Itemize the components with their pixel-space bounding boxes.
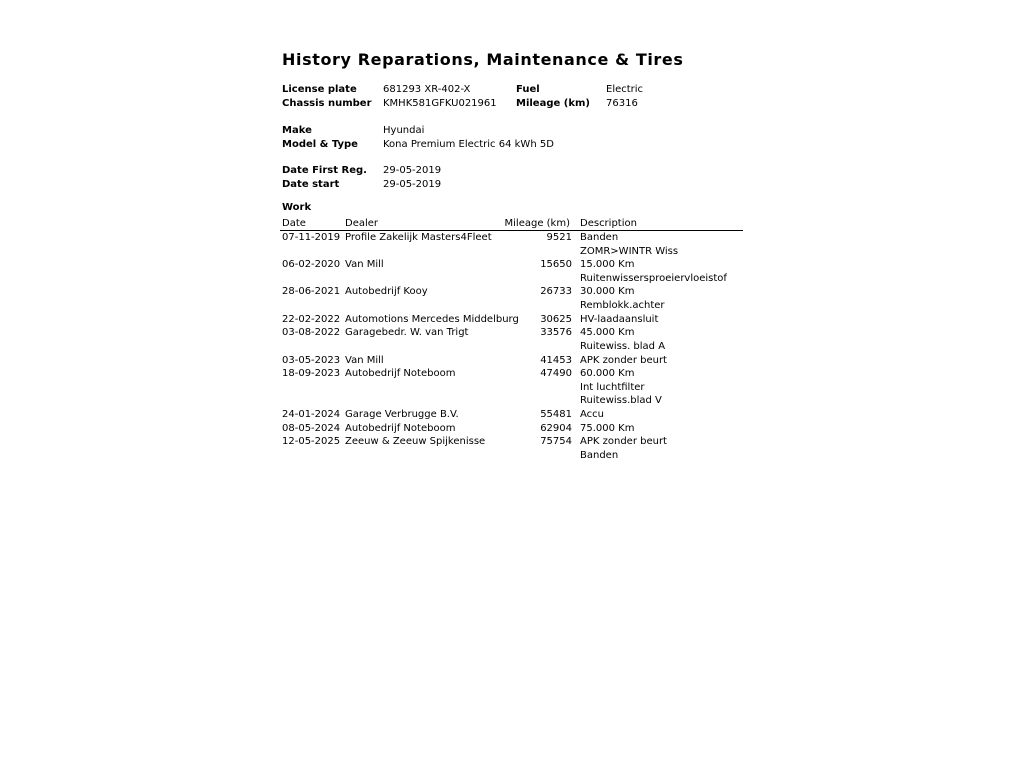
model-type-value: Kona Premium Electric 64 kWh 5D bbox=[383, 139, 554, 150]
column-header-dealer: Dealer bbox=[345, 218, 379, 229]
row-date: 24-01-2024 bbox=[282, 409, 341, 420]
row-mileage: 47490 bbox=[540, 368, 572, 379]
description-line: 30.000 Km bbox=[580, 286, 635, 297]
first-reg-label: Date First Reg. bbox=[282, 165, 367, 176]
description-line: 15.000 Km bbox=[580, 259, 635, 270]
row-date: 18-09-2023 bbox=[282, 368, 341, 379]
row-mileage: 9521 bbox=[546, 232, 572, 243]
row-dealer: Automotions Mercedes Middelburg bbox=[345, 314, 519, 325]
work-section-title: Work bbox=[282, 202, 312, 213]
mileage-label: Mileage (km) bbox=[516, 98, 590, 109]
work-table-header bbox=[280, 217, 743, 231]
fuel-label: Fuel bbox=[516, 84, 540, 95]
row-dealer: Garagebedr. W. van Trigt bbox=[345, 327, 469, 338]
description-line: APK zonder beurt bbox=[580, 436, 667, 447]
row-date: 12-05-2025 bbox=[282, 436, 341, 447]
description-line: Banden bbox=[580, 232, 619, 243]
license-plate-value: 681293 XR-402-X bbox=[383, 84, 471, 95]
description-line: 60.000 Km bbox=[580, 368, 635, 379]
description-line: Banden bbox=[580, 449, 619, 461]
row-mileage: 15650 bbox=[540, 259, 572, 270]
date-start-label: Date start bbox=[282, 179, 340, 190]
row-date: 03-05-2023 bbox=[282, 355, 341, 366]
column-header-date: Date bbox=[282, 218, 306, 229]
description-line: Ruitewiss.blad V bbox=[580, 395, 662, 407]
description-line: HV-laadaansluit bbox=[580, 314, 659, 325]
row-date: 08-05-2024 bbox=[282, 423, 341, 434]
row-dealer: Garage Verbrugge B.V. bbox=[345, 409, 459, 420]
description-line: APK zonder beurt bbox=[580, 355, 667, 366]
row-date: 07-11-2019 bbox=[282, 232, 341, 243]
license-plate-label: License plate bbox=[282, 84, 357, 95]
column-header-mileage: Mileage (km) bbox=[504, 218, 570, 229]
fuel-value: Electric bbox=[606, 84, 644, 95]
row-date: 06-02-2020 bbox=[282, 259, 341, 270]
mileage-value: 76316 bbox=[606, 98, 638, 109]
chassis-number-value: KMHK581GFKU021961 bbox=[383, 98, 497, 109]
row-dealer: Van Mill bbox=[345, 355, 384, 366]
model-type-label: Model & Type bbox=[282, 139, 358, 150]
date-start-value: 29-05-2019 bbox=[383, 179, 442, 190]
row-date: 03-08-2022 bbox=[282, 327, 341, 338]
row-mileage: 75754 bbox=[540, 436, 572, 447]
row-description bbox=[580, 435, 667, 462]
row-mileage: 26733 bbox=[540, 286, 572, 297]
row-dealer: Profile Zakelijk Masters4Fleet bbox=[345, 232, 492, 243]
row-dealer: Autobedrijf Kooy bbox=[345, 286, 428, 297]
row-dealer: Van Mill bbox=[345, 259, 384, 270]
row-mileage: 41453 bbox=[540, 355, 572, 366]
row-dealer: Autobedrijf Noteboom bbox=[345, 368, 456, 379]
row-mileage: 33576 bbox=[540, 327, 572, 338]
description-line: 75.000 Km bbox=[580, 423, 635, 434]
row-description bbox=[580, 367, 662, 408]
row-mileage: 62904 bbox=[540, 423, 572, 434]
first-reg-value: 29-05-2019 bbox=[383, 165, 442, 176]
row-dealer: Autobedrijf Noteboom bbox=[345, 423, 456, 434]
row-description bbox=[580, 422, 634, 436]
page-title: History Reparations, Maintenance & Tires bbox=[282, 50, 684, 69]
make-label: Make bbox=[282, 125, 312, 136]
row-description bbox=[580, 354, 667, 368]
row-mileage: 30625 bbox=[540, 314, 572, 325]
row-description bbox=[580, 285, 665, 312]
description-line: Ruitewiss. blad A bbox=[580, 340, 666, 352]
column-header-description: Description bbox=[580, 218, 637, 229]
row-description bbox=[580, 326, 665, 353]
description-line: Int luchtfilter bbox=[580, 381, 645, 393]
description-line: 45.000 Km bbox=[580, 327, 635, 338]
description-line: ZOMR>WINTR Wiss bbox=[580, 245, 679, 257]
description-line: Accu bbox=[580, 409, 604, 420]
row-date: 28-06-2021 bbox=[282, 286, 341, 297]
description-line: Ruitenwissersproeiervloeistof bbox=[580, 272, 727, 284]
description-line: Remblokk.achter bbox=[580, 299, 665, 311]
row-description bbox=[580, 313, 658, 327]
row-description bbox=[580, 231, 678, 258]
make-value: Hyundai bbox=[383, 125, 425, 136]
row-dealer: Zeeuw & Zeeuw Spijkenisse bbox=[345, 436, 486, 447]
row-description bbox=[580, 258, 727, 285]
row-date: 22-02-2022 bbox=[282, 314, 341, 325]
row-description bbox=[580, 408, 604, 422]
chassis-number-label: Chassis number bbox=[282, 98, 372, 109]
row-mileage: 55481 bbox=[540, 409, 572, 420]
